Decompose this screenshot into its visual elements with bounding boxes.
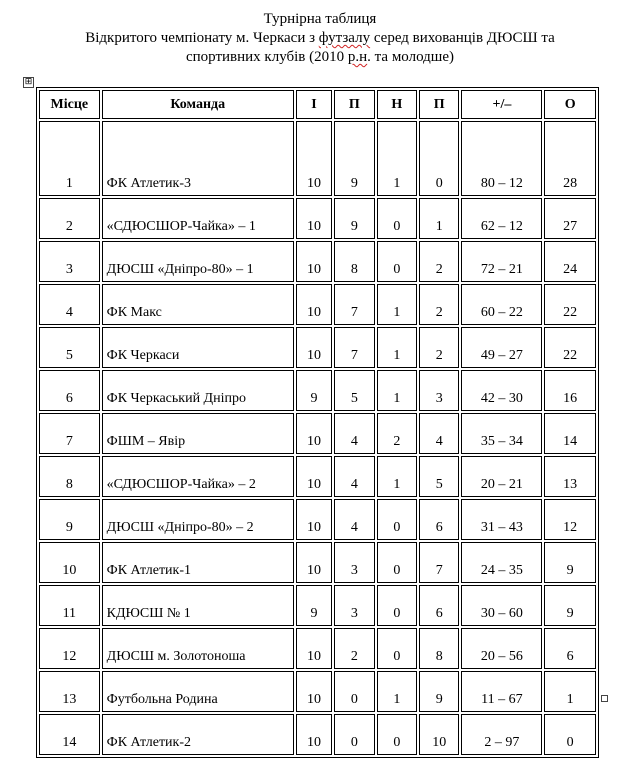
title-line-2 <box>0 29 640 48</box>
document-title <box>0 10 640 67</box>
cell-goals: 20 – 21 <box>461 456 542 497</box>
cell-place: 2 <box>39 198 100 239</box>
cell-place: 12 <box>39 628 100 669</box>
header-row <box>39 90 596 119</box>
cell-points: 27 <box>544 198 596 239</box>
table-row <box>39 456 596 497</box>
cell-games: 10 <box>296 671 332 712</box>
cell-draws: 0 <box>377 714 417 755</box>
cell-wins: 2 <box>334 628 374 669</box>
cell-wins: 0 <box>334 714 374 755</box>
cell-losses: 2 <box>419 241 459 282</box>
cell-team: Футбольна Родина <box>102 671 294 712</box>
cell-goals: 62 – 12 <box>461 198 542 239</box>
table-move-handle-icon[interactable]: ⊞ <box>24 77 33 87</box>
cell-games: 10 <box>296 714 332 755</box>
cell-games: 10 <box>296 241 332 282</box>
cell-wins: 8 <box>334 241 374 282</box>
cell-team: ФШМ – Явір <box>102 413 294 454</box>
cell-losses: 5 <box>419 456 459 497</box>
cell-goals: 49 – 27 <box>461 327 542 368</box>
cell-wins: 7 <box>334 327 374 368</box>
cell-draws: 0 <box>377 499 417 540</box>
standings-table <box>36 87 599 758</box>
cell-goals: 80 – 12 <box>461 121 542 196</box>
table-row <box>39 198 596 239</box>
cell-team: КДЮСШ № 1 <box>102 585 294 626</box>
cell-place: 7 <box>39 413 100 454</box>
table-row <box>39 284 596 325</box>
table-row <box>39 499 596 540</box>
cell-games: 10 <box>296 456 332 497</box>
cell-place: 13 <box>39 671 100 712</box>
header-points: О <box>544 90 596 119</box>
table-row <box>39 413 596 454</box>
cell-team: ФК Черкаський Дніпро <box>102 370 294 411</box>
cell-games: 9 <box>296 585 332 626</box>
cell-losses: 2 <box>419 327 459 368</box>
cell-wins: 9 <box>334 198 374 239</box>
cell-place: 1 <box>39 121 100 196</box>
cell-wins: 7 <box>334 284 374 325</box>
cell-draws: 1 <box>377 327 417 368</box>
cell-losses: 6 <box>419 499 459 540</box>
header-draws: Н <box>377 90 417 119</box>
cell-points: 22 <box>544 327 596 368</box>
cell-points: 1 <box>544 671 596 712</box>
cell-place: 11 <box>39 585 100 626</box>
cell-losses: 3 <box>419 370 459 411</box>
header-place: Місце <box>39 90 100 119</box>
cell-points: 6 <box>544 628 596 669</box>
cell-team: ФК Атлетик-2 <box>102 714 294 755</box>
table-row <box>39 241 596 282</box>
table-row <box>39 628 596 669</box>
cell-place: 9 <box>39 499 100 540</box>
cell-place: 4 <box>39 284 100 325</box>
cell-goals: 72 – 21 <box>461 241 542 282</box>
cell-wins: 0 <box>334 671 374 712</box>
table-row <box>39 714 596 755</box>
cell-wins: 3 <box>334 585 374 626</box>
cell-goals: 24 – 35 <box>461 542 542 583</box>
cell-goals: 30 – 60 <box>461 585 542 626</box>
title-line-3-part-a: спортивних клубів (2010 <box>185 49 348 65</box>
cell-games: 10 <box>296 413 332 454</box>
cell-goals: 60 – 22 <box>461 284 542 325</box>
cell-points: 22 <box>544 284 596 325</box>
header-goals: +/– <box>461 90 542 119</box>
spellcheck-word-year[interactable]: р.н <box>347 49 368 65</box>
cell-draws: 0 <box>377 198 417 239</box>
cell-games: 9 <box>296 370 332 411</box>
cell-points: 9 <box>544 585 596 626</box>
cell-losses: 7 <box>419 542 459 583</box>
cell-losses: 8 <box>419 628 459 669</box>
cell-place: 14 <box>39 714 100 755</box>
header-team: Команда <box>102 90 294 119</box>
table-row <box>39 671 596 712</box>
cell-team: ФК Черкаси <box>102 327 294 368</box>
cell-games: 10 <box>296 628 332 669</box>
cell-draws: 1 <box>377 671 417 712</box>
title-line-1: Турнірна таблиця <box>263 11 377 27</box>
cell-goals: 42 – 30 <box>461 370 542 411</box>
title-line-3-part-c: . та молодше) <box>367 49 455 65</box>
cell-goals: 11 – 67 <box>461 671 542 712</box>
cell-draws: 1 <box>377 121 417 196</box>
cell-games: 10 <box>296 121 332 196</box>
table-row <box>39 370 596 411</box>
cell-games: 10 <box>296 284 332 325</box>
cell-games: 10 <box>296 327 332 368</box>
cell-place: 6 <box>39 370 100 411</box>
title-line-2-part-a: Відкритого чемпіонату м. Черкаси з <box>85 30 319 46</box>
table-row <box>39 585 596 626</box>
cell-losses: 0 <box>419 121 459 196</box>
title-line-2-part-c: серед вихованців ДЮСШ та <box>370 30 555 46</box>
cell-points: 13 <box>544 456 596 497</box>
table-row <box>39 327 596 368</box>
cell-draws: 0 <box>377 241 417 282</box>
cell-points: 16 <box>544 370 596 411</box>
cell-goals: 2 – 97 <box>461 714 542 755</box>
standings-body <box>39 121 596 755</box>
cell-place: 10 <box>39 542 100 583</box>
cell-team: ФК Атлетик-1 <box>102 542 294 583</box>
cell-team: ДЮСШ «Дніпро-80» – 1 <box>102 241 294 282</box>
cell-games: 10 <box>296 499 332 540</box>
cell-goals: 20 – 56 <box>461 628 542 669</box>
cell-draws: 1 <box>377 284 417 325</box>
cell-points: 12 <box>544 499 596 540</box>
header-games: І <box>296 90 332 119</box>
cell-wins: 4 <box>334 456 374 497</box>
cell-place: 8 <box>39 456 100 497</box>
cell-games: 10 <box>296 198 332 239</box>
cell-draws: 0 <box>377 585 417 626</box>
cell-wins: 5 <box>334 370 374 411</box>
cell-losses: 2 <box>419 284 459 325</box>
table-resize-handle[interactable] <box>601 695 608 702</box>
cell-goals: 31 – 43 <box>461 499 542 540</box>
cell-draws: 1 <box>377 370 417 411</box>
cell-team: ФК Атлетик-3 <box>102 121 294 196</box>
cell-points: 24 <box>544 241 596 282</box>
cell-points: 0 <box>544 714 596 755</box>
table-row <box>39 542 596 583</box>
cell-points: 14 <box>544 413 596 454</box>
cell-losses: 4 <box>419 413 459 454</box>
spellcheck-word-futsal[interactable]: футзалу <box>318 30 371 46</box>
cell-wins: 4 <box>334 499 374 540</box>
title-line-3 <box>0 48 640 67</box>
header-losses: П <box>419 90 459 119</box>
cell-wins: 3 <box>334 542 374 583</box>
cell-losses: 10 <box>419 714 459 755</box>
cell-draws: 0 <box>377 542 417 583</box>
cell-team: ФК Макс <box>102 284 294 325</box>
cell-losses: 1 <box>419 198 459 239</box>
cell-points: 28 <box>544 121 596 196</box>
cell-wins: 4 <box>334 413 374 454</box>
cell-place: 5 <box>39 327 100 368</box>
cell-losses: 6 <box>419 585 459 626</box>
cell-draws: 2 <box>377 413 417 454</box>
cell-goals: 35 – 34 <box>461 413 542 454</box>
cell-wins: 9 <box>334 121 374 196</box>
cell-team: «СДЮСШОР-Чайка» – 1 <box>102 198 294 239</box>
cell-team: ДЮСШ м. Золотоноша <box>102 628 294 669</box>
cell-games: 10 <box>296 542 332 583</box>
cell-team: «СДЮСШОР-Чайка» – 2 <box>102 456 294 497</box>
cell-place: 3 <box>39 241 100 282</box>
table-row <box>39 121 596 196</box>
cell-draws: 0 <box>377 628 417 669</box>
cell-team: ДЮСШ «Дніпро-80» – 2 <box>102 499 294 540</box>
header-wins: П <box>334 90 374 119</box>
cell-losses: 9 <box>419 671 459 712</box>
cell-points: 9 <box>544 542 596 583</box>
cell-draws: 1 <box>377 456 417 497</box>
